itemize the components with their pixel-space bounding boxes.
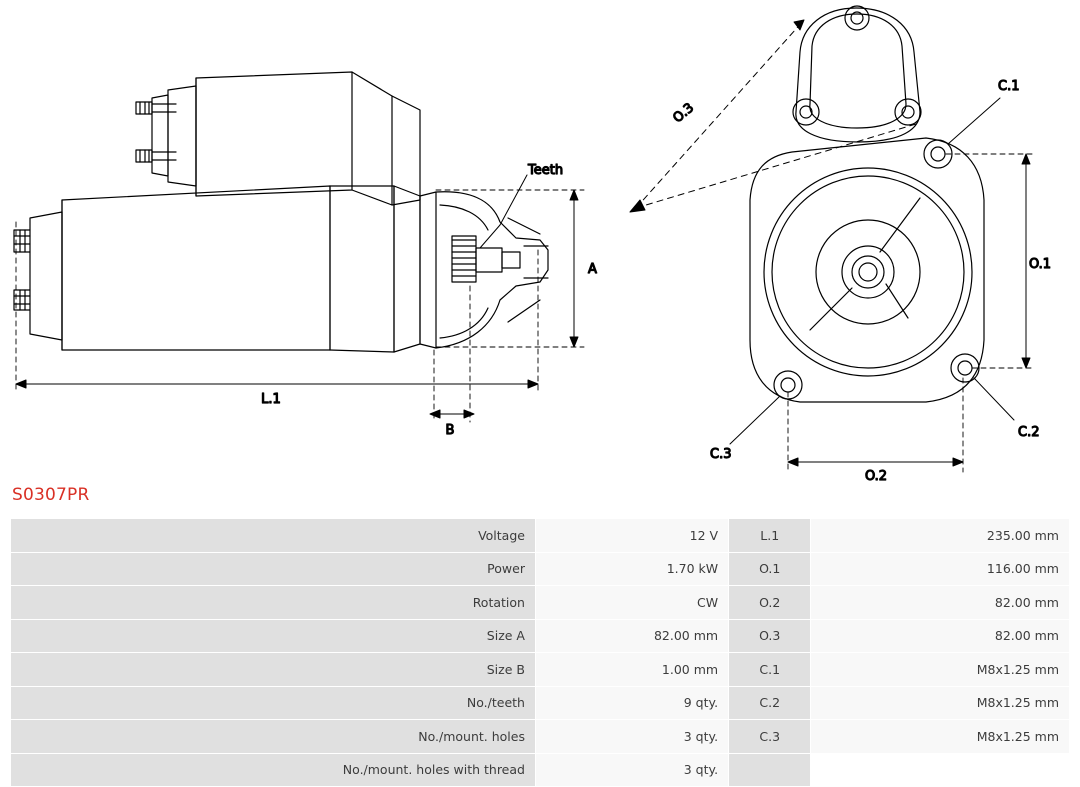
spec-label: Power (11, 552, 536, 586)
table-row (11, 720, 1070, 754)
dimension-value: 82.00 mm (811, 586, 1070, 620)
label-b: B (445, 423, 455, 438)
table-row (11, 586, 1070, 620)
spec-value: 9 qty. (535, 686, 728, 720)
spec-label: Size B (11, 653, 536, 687)
table-row (11, 619, 1070, 653)
spec-value: 82.00 mm (535, 619, 728, 653)
dimension-label: O.2 (729, 586, 811, 620)
dimension-value-empty (811, 753, 1070, 787)
dimension-value: M8x1.25 mm (811, 686, 1070, 720)
dimension-label: O.3 (729, 619, 811, 653)
dimension-value: 116.00 mm (811, 552, 1070, 586)
table-row (11, 753, 1070, 787)
dimension-value: M8x1.25 mm (811, 720, 1070, 754)
spec-value: 3 qty. (535, 753, 728, 787)
dimension-value: 82.00 mm (811, 619, 1070, 653)
spec-label: Rotation (11, 586, 536, 620)
specifications-table (10, 518, 1070, 787)
label-o3: O.3 (670, 100, 698, 127)
dimension-value: 235.00 mm (811, 519, 1070, 553)
label-o1: O.1 (1028, 257, 1052, 272)
dimension-label: C.3 (729, 720, 811, 754)
label-c1: C.1 (998, 79, 1020, 94)
table-row (11, 653, 1070, 687)
dimension-label-empty (729, 753, 811, 787)
table-row (11, 552, 1070, 586)
dimension-label: C.1 (729, 653, 811, 687)
front-view-body (750, 6, 984, 402)
spec-value: 1.70 kW (535, 552, 728, 586)
label-o2: O.2 (864, 469, 888, 484)
dimension-value: M8x1.25 mm (811, 653, 1070, 687)
spec-label: Voltage (11, 519, 536, 553)
spec-label: No./mount. holes with thread (11, 753, 536, 787)
spec-label: No./teeth (11, 686, 536, 720)
table-row (11, 519, 1070, 553)
dimension-label: C.2 (729, 686, 811, 720)
spec-value: CW (535, 586, 728, 620)
dimension-label: L.1 (729, 519, 811, 553)
spec-value: 1.00 mm (535, 653, 728, 687)
side-view-body (14, 72, 548, 352)
spec-value: 3 qty. (535, 720, 728, 754)
label-c2: C.2 (1018, 425, 1040, 440)
dimension-label: O.1 (729, 552, 811, 586)
part-number: S0307PR (12, 485, 90, 505)
spec-value: 12 V (535, 519, 728, 553)
label-l1: L.1 (261, 392, 281, 407)
label-teeth: Teeth (528, 163, 564, 178)
spec-label: No./mount. holes (11, 720, 536, 754)
label-a: A (588, 262, 597, 277)
label-c3: C.3 (710, 447, 732, 462)
spec-label: Size A (11, 619, 536, 653)
table-row (11, 686, 1070, 720)
